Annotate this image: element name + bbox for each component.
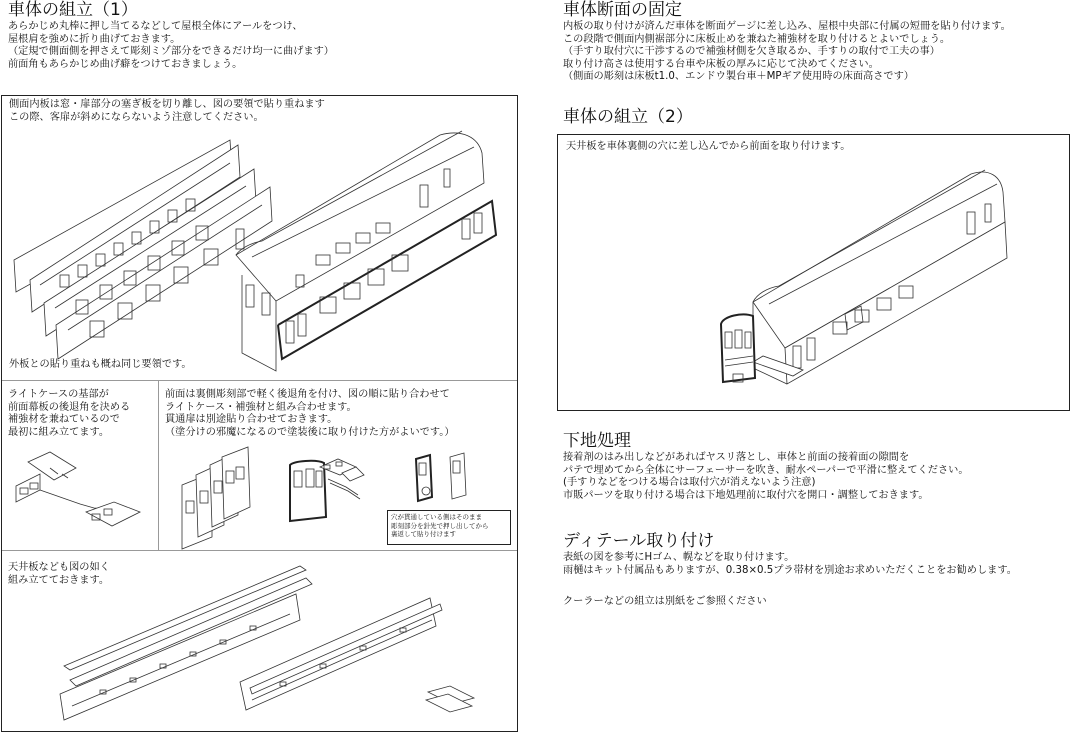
section-fix-title: 車体断面の固定	[563, 0, 682, 20]
light-case-text	[8, 389, 130, 439]
section-fix-text	[563, 21, 1011, 84]
front-panel-text	[165, 389, 455, 439]
text-line: 接着剤のはみ出しなどがあればヤスリ落とし、車体と前面の接着面の隙間を	[563, 452, 910, 463]
divider	[158, 381, 159, 550]
text-line: この段階で側面内側裾部分に床板止めを兼ねた補強材を取り付けるとよいでしょう。	[563, 33, 951, 45]
text-line: （手すり取付穴に干渉するので補強材側を欠き取るか、手すりの取付で工夫の事）	[563, 46, 940, 58]
section-detail-note: クーラーなどの組立は別紙をご参照ください	[563, 596, 767, 607]
text-line: この際、客扉が斜めにならないよう注意してください。	[9, 111, 264, 123]
divider	[2, 380, 517, 381]
section1-text	[8, 21, 334, 71]
text-line: 組み立てておきます。	[8, 574, 110, 586]
text-line: 側面内板は窓・扉部分の塞ぎ板を切り離し、図の要領で貼り重ねます	[9, 99, 325, 110]
text-line: 屋根肩を強めに折り曲げておきます。	[8, 33, 181, 45]
text-line: 天井板なども図の如く	[8, 562, 110, 573]
text-line: あらかじめ丸棒に押し当てるなどして屋根全体にアールをつけ、	[8, 21, 303, 32]
section2-title: 車体の組立（2）	[563, 107, 693, 127]
section-prep-title: 下地処理	[563, 431, 631, 451]
text-line: (手すりなどをつける場合は取付穴が消えないよう注意)	[563, 477, 816, 489]
roof-illustration	[0, 550, 518, 734]
side-panel-footer: 外板との貼り重ねも概ね同じ要領です。	[9, 359, 192, 370]
text-line: 前面角もあらかじめ曲げ癖をつけておきましょう。	[8, 58, 243, 70]
side-panel-illustration	[0, 125, 518, 365]
text-line: 取り付け高さは使用する台車や床板の厚みに応じて決めてください。	[563, 58, 879, 70]
text-line: （塗分けの邪魔になるので塗装後に取り付けた方がよいです。）	[165, 426, 455, 438]
text-line: 最初に組み立てます。	[8, 426, 110, 438]
section2-box-text: 天井板を車体裏側の穴に差し込んでから前面を取り付けます。	[566, 141, 851, 152]
text-line: 前面幕板の後退角を決める	[8, 401, 131, 413]
text-line: （定規で側面側を押さえて彫刻ミゾ部分をできるだけ均一に曲げます）	[8, 46, 334, 58]
section-prep-text	[563, 452, 969, 502]
text-line: 貫通扉は別途貼り合わせておきます。	[165, 414, 338, 426]
section1-title: 車体の組立（1）	[8, 0, 138, 20]
text-line: （側面の彫刻は床板t1.0、エンドウ製台車＋MPギア使用時の床面高さです）	[563, 71, 914, 83]
callout-line: 裏返して貼り付けます	[391, 530, 456, 539]
text-line: 補強材を兼ねているので	[8, 414, 120, 426]
callout-line: 彫刻部分を針先で押し出してから	[391, 521, 489, 530]
body-assembly-illustration	[557, 134, 1070, 411]
callout-line: 穴が貫通している側はそのまま	[391, 513, 482, 521]
text-line: 表紙の図を参考にHゴム、幌などを取り付けます。	[563, 552, 795, 563]
text-line: 雨樋はキット付属品もありますが、0.38×0.5プラ帯材を別途お求めいただくことをお勧めします。	[563, 564, 1017, 576]
text-line: パテで埋めてから全体にサーフェーサーを吹き、耐水ペーパーで平滑に整えてください。	[563, 464, 969, 476]
section-detail-title: ディテール取り付け	[563, 531, 715, 551]
text-line: 市販パーツを取り付ける場合は下地処理前に取付穴を開口・調整しておきます。	[563, 489, 929, 501]
front-panel-callout	[387, 510, 511, 545]
side-panel-text	[9, 99, 325, 124]
text-line: 内板の取り付けが済んだ車体を断面ゲージに差し込み、屋根中央部に付属の短冊を貼り付けます。	[563, 21, 1011, 32]
text-line: ライトケースの基部が	[8, 389, 109, 400]
section-detail-text	[563, 552, 1017, 577]
text-line: 前面は裏側彫刻部で軽く後退角を付け、図の順に貼り合わせて	[165, 389, 450, 400]
text-line: ライトケース・補強材と組み合わせます。	[165, 401, 357, 413]
light-case-illustration	[10, 450, 150, 540]
